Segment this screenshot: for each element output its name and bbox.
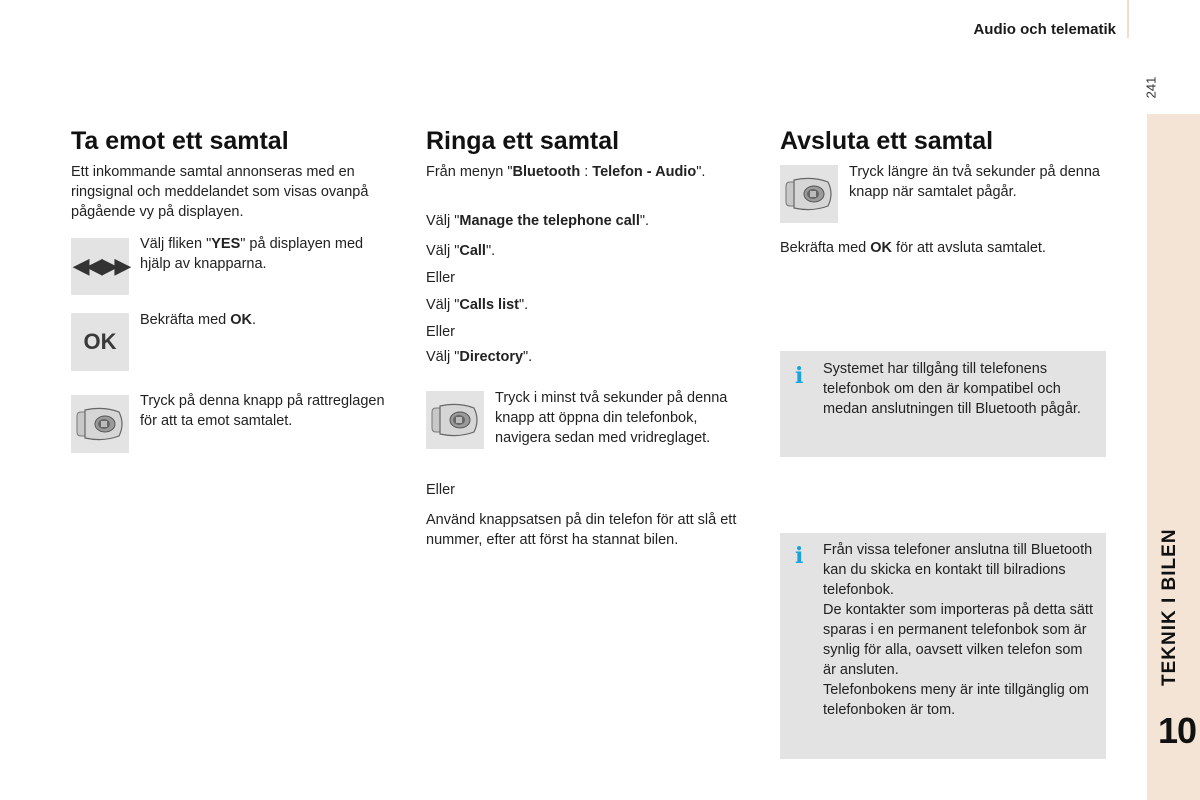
seek-buttons-icon: ◀◀ ▶▶ — [71, 238, 129, 295]
steering-control-icon — [780, 165, 838, 223]
chapter-tab-label: TEKNIK I BILEN — [1159, 528, 1180, 686]
info-icon: i — [795, 363, 804, 389]
end-call-instruction: Tryck längre än två sekunder på denna knapp när samtalet pågår. — [849, 164, 1100, 200]
info-paragraph: De kontakter som importeras på detta sätt sparas i en permanent telefonbok som är synlig för alla, oavsett vilken telefon som är ansluten. — [823, 602, 1093, 678]
keypad-instruction: Använd knappsatsen på din telefon för att slå ett nummer, efter att först ha stannat bilen. — [426, 512, 737, 548]
info-paragraph: Från vissa telefoner anslutna till Bluetooth kan du skicka en kontakt till bilradions telefonbok. — [823, 542, 1093, 598]
answer-call-instruction: Tryck på denna knapp på rattreglagen för att ta emot samtalet. — [140, 393, 385, 429]
info-text-contact-import — [823, 540, 1098, 720]
section-title-end-call: Avsluta ett samtal — [780, 127, 994, 155]
select-calls-list: Välj "Calls list". — [426, 297, 529, 313]
section-title-make-call: Ringa ett samtal — [426, 127, 620, 155]
steering-control-icon — [71, 395, 129, 453]
chapter-tab — [1147, 114, 1200, 800]
or-label-3: Eller — [426, 482, 456, 498]
page-number: 241 — [1143, 76, 1159, 99]
info-box-contact-import — [780, 533, 1106, 759]
info-text-phonebook-access: Systemet har tillgång till telefonens telefonbok om den är kompatibel och medan anslutningen till Bluetooth pågår. — [823, 361, 1081, 417]
info-icon: i — [795, 543, 804, 569]
chapter-number: 10 — [1158, 710, 1197, 751]
info-box-phonebook-access — [780, 351, 1106, 457]
end-call-confirm: Bekräfta med OK för att avsluta samtalet. — [780, 240, 1046, 256]
select-directory: Välj "Directory". — [426, 349, 533, 365]
info-paragraph: Telefonbokens meny är inte tillgänglig om telefonboken är tom. — [823, 682, 1089, 718]
open-phonebook-instruction: Tryck i minst två sekunder på denna knapp att öppna din telefonbok, navigera sedan med vridreglaget. — [495, 390, 728, 446]
confirm-ok-instruction: Bekräfta med OK. — [140, 312, 257, 328]
ok-button-icon: OK — [71, 313, 129, 371]
select-call: Välj "Call". — [426, 243, 496, 259]
or-label-2: Eller — [426, 324, 456, 340]
section-title-receive-call: Ta emot ett samtal — [71, 127, 289, 155]
section-header: Audio och telematik — [973, 21, 1116, 38]
header-divider — [1127, 0, 1129, 38]
or-label-1: Eller — [426, 270, 456, 286]
select-manage-call: Välj "Manage the telephone call". — [426, 213, 650, 229]
receive-call-intro: Ett inkommande samtal annonseras med en ringsignal och meddelandet som visas ovanpå pågående vy på displayen. — [71, 164, 369, 220]
select-yes-instruction: Välj fliken "YES" på displayen med hjälp av knapparna. — [140, 236, 364, 272]
menu-path: Från menyn "Bluetooth : Telefon - Audio". — [426, 164, 706, 180]
steering-control-icon — [426, 391, 484, 449]
